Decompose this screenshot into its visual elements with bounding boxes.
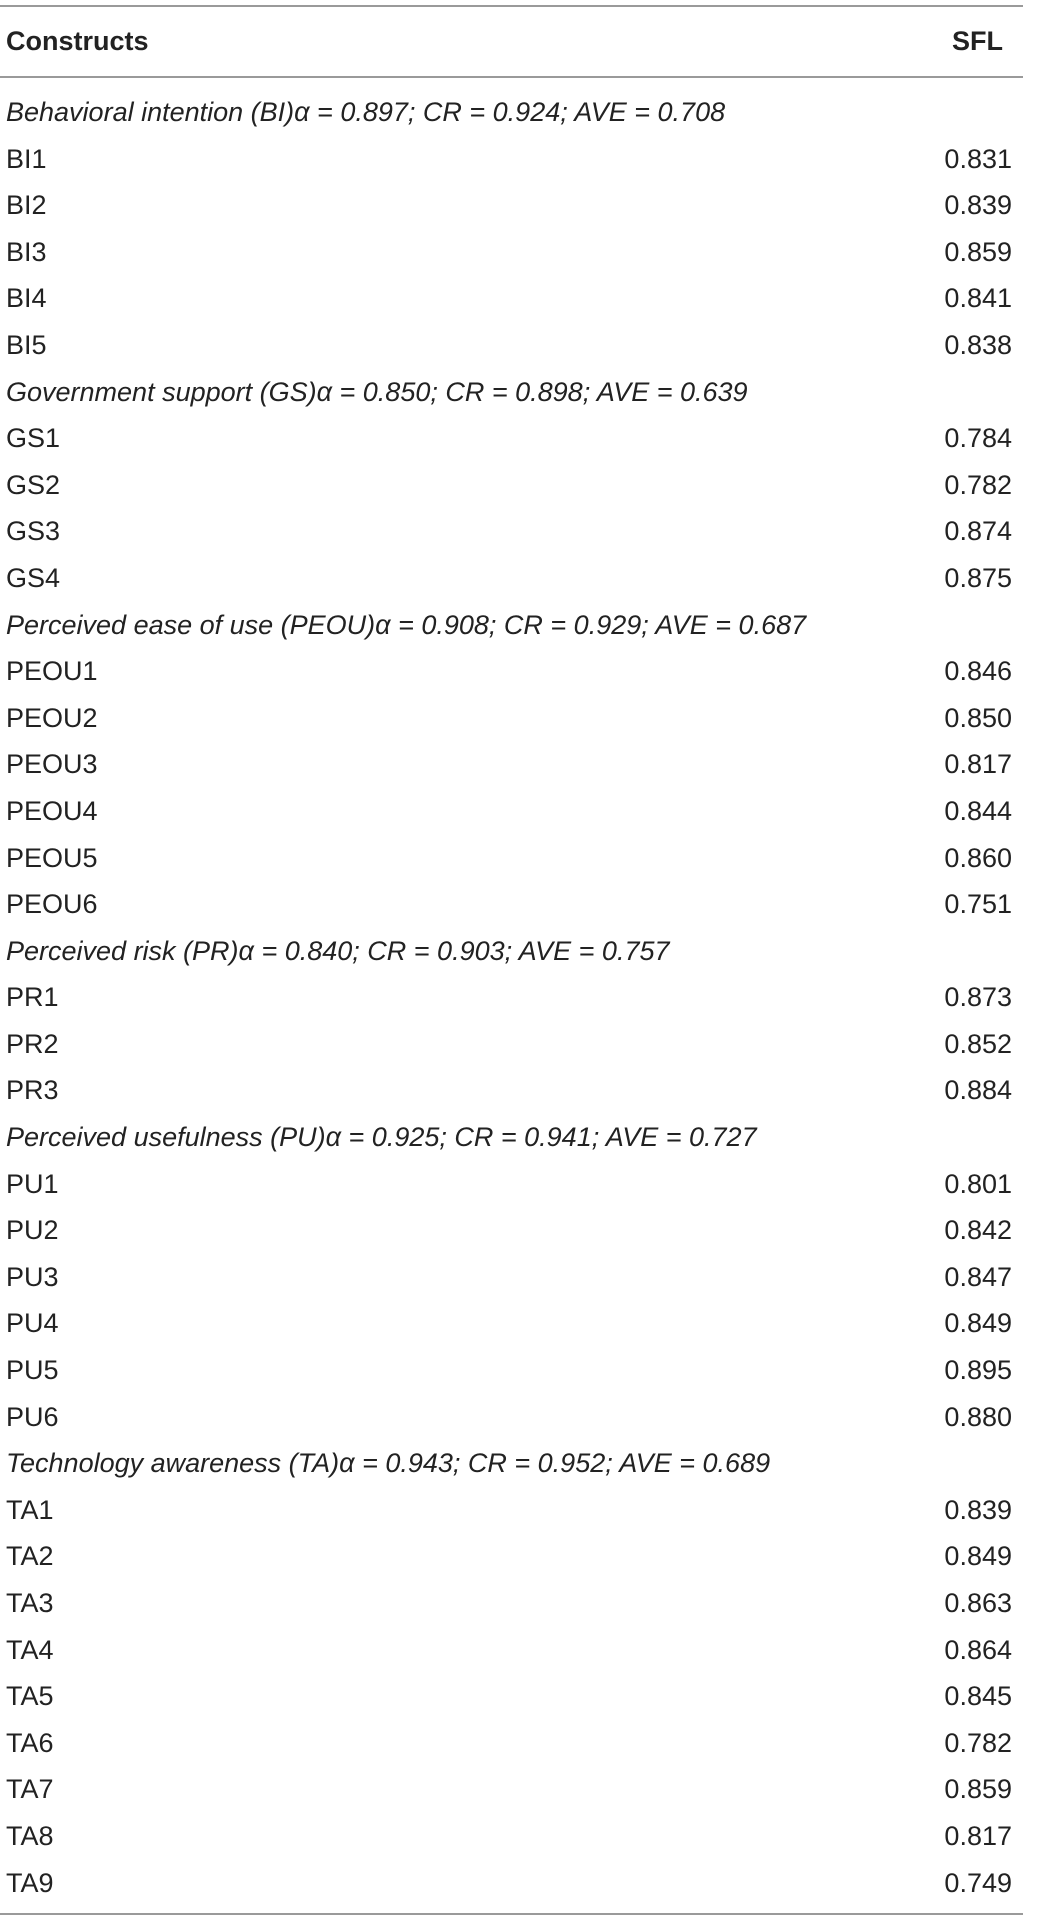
group-title: Perceived ease of use (PEOU)α = 0.908; CR = 0.929; AVE = 0.687 xyxy=(6,609,807,640)
item-label: PEOU5 xyxy=(6,842,98,873)
item-sfl-value: 0.831 xyxy=(944,143,1012,174)
table-row xyxy=(0,1860,1023,1907)
table-row xyxy=(0,1533,1023,1580)
table-row xyxy=(0,1813,1023,1860)
item-sfl-value: 0.751 xyxy=(944,889,1012,920)
table-row xyxy=(0,415,1023,462)
table-row xyxy=(0,788,1023,835)
item-label: GS2 xyxy=(6,469,61,500)
item-label: TA5 xyxy=(6,1681,54,1712)
item-sfl-value: 0.845 xyxy=(944,1681,1012,1712)
header-sfl: SFL xyxy=(952,26,1003,56)
item-label: GS4 xyxy=(6,562,61,593)
item-label: PU1 xyxy=(6,1168,59,1199)
header-constructs: Constructs xyxy=(6,26,149,56)
table-row xyxy=(0,1021,1023,1068)
item-label: PEOU1 xyxy=(6,656,98,687)
item-sfl-value: 0.844 xyxy=(944,795,1012,826)
table-row xyxy=(0,1161,1023,1208)
item-label: PU6 xyxy=(6,1401,59,1432)
table-row xyxy=(0,1067,1023,1114)
item-label: BI5 xyxy=(6,329,47,360)
table-row xyxy=(0,1207,1023,1254)
table-row xyxy=(0,695,1023,742)
item-sfl-value: 0.784 xyxy=(944,423,1012,454)
item-label: PEOU3 xyxy=(6,749,98,780)
table-row xyxy=(0,1627,1023,1674)
item-label: PEOU6 xyxy=(6,889,98,920)
table-bottom-rule xyxy=(0,1913,1023,1915)
item-sfl-value: 0.859 xyxy=(944,236,1012,267)
item-label: PU2 xyxy=(6,1215,59,1246)
item-sfl-value: 0.895 xyxy=(944,1355,1012,1386)
item-sfl-value: 0.749 xyxy=(944,1867,1012,1898)
item-sfl-value: 0.838 xyxy=(944,329,1012,360)
item-sfl-value: 0.846 xyxy=(944,656,1012,687)
item-sfl-value: 0.875 xyxy=(944,562,1012,593)
table-row xyxy=(0,1673,1023,1720)
table-row xyxy=(0,835,1023,882)
group-header-row xyxy=(0,928,1023,975)
table-row xyxy=(0,881,1023,928)
item-sfl-value: 0.859 xyxy=(944,1774,1012,1805)
table-body xyxy=(0,89,1023,1906)
item-sfl-value: 0.864 xyxy=(944,1634,1012,1665)
item-label: BI1 xyxy=(6,143,47,174)
item-label: PR1 xyxy=(6,982,59,1013)
table-row xyxy=(0,1487,1023,1534)
table-row xyxy=(0,1580,1023,1627)
item-label: TA6 xyxy=(6,1727,54,1758)
table-row xyxy=(0,1300,1023,1347)
table-row xyxy=(0,182,1023,229)
item-sfl-value: 0.849 xyxy=(944,1308,1012,1339)
group-title: Perceived usefulness (PU)α = 0.925; CR = 0.941; AVE = 0.727 xyxy=(6,1122,757,1153)
item-sfl-value: 0.860 xyxy=(944,842,1012,873)
table-row xyxy=(0,508,1023,555)
table-row xyxy=(0,741,1023,788)
item-sfl-value: 0.817 xyxy=(944,1820,1012,1851)
group-title: Perceived risk (PR)α = 0.840; CR = 0.903; AVE = 0.757 xyxy=(6,935,670,966)
group-header-row xyxy=(0,369,1023,416)
item-sfl-value: 0.849 xyxy=(944,1541,1012,1572)
table-header-rule xyxy=(0,76,1023,78)
table-row xyxy=(0,229,1023,276)
item-label: TA9 xyxy=(6,1867,54,1898)
table-header xyxy=(0,7,1023,76)
item-label: PU5 xyxy=(6,1355,59,1386)
item-sfl-value: 0.850 xyxy=(944,702,1012,733)
table-row xyxy=(0,555,1023,602)
item-label: PR3 xyxy=(6,1075,59,1106)
item-label: GS1 xyxy=(6,423,61,454)
item-sfl-value: 0.817 xyxy=(944,749,1012,780)
group-header-row xyxy=(0,602,1023,649)
item-label: BI3 xyxy=(6,236,47,267)
item-label: TA7 xyxy=(6,1774,54,1805)
item-sfl-value: 0.852 xyxy=(944,1028,1012,1059)
group-title: Behavioral intention (BI)α = 0.897; CR = 0.924; AVE = 0.708 xyxy=(6,97,726,127)
group-title: Government support (GS)α = 0.850; CR = 0.898; AVE = 0.639 xyxy=(6,376,748,407)
item-label: TA4 xyxy=(6,1634,54,1665)
item-label: TA8 xyxy=(6,1820,54,1851)
item-sfl-value: 0.863 xyxy=(944,1588,1012,1618)
item-sfl-value: 0.884 xyxy=(944,1075,1012,1106)
item-label: PU4 xyxy=(6,1308,59,1339)
table-row xyxy=(0,322,1023,369)
item-label: TA2 xyxy=(6,1541,54,1572)
table-row xyxy=(0,1254,1023,1301)
group-title: Technology awareness (TA)α = 0.943; CR = 0.952; AVE = 0.689 xyxy=(6,1448,771,1479)
item-sfl-value: 0.842 xyxy=(944,1215,1012,1246)
group-header-row xyxy=(0,1114,1023,1161)
table-row xyxy=(0,275,1023,322)
item-sfl-value: 0.841 xyxy=(944,283,1012,314)
group-header-row xyxy=(0,1440,1023,1487)
item-sfl-value: 0.839 xyxy=(944,190,1012,221)
table-row xyxy=(0,1394,1023,1441)
item-sfl-value: 0.801 xyxy=(944,1168,1012,1199)
item-label: GS3 xyxy=(6,516,61,547)
table-row xyxy=(0,648,1023,695)
item-label: PU3 xyxy=(6,1261,59,1292)
item-label: PEOU4 xyxy=(6,795,98,826)
item-label: TA1 xyxy=(6,1494,54,1525)
item-sfl-value: 0.847 xyxy=(944,1261,1012,1292)
table-row xyxy=(0,1720,1023,1767)
item-label: PEOU2 xyxy=(6,702,98,733)
table-row xyxy=(0,1347,1023,1394)
table-row xyxy=(0,1766,1023,1813)
item-sfl-value: 0.880 xyxy=(944,1401,1012,1432)
item-label: TA3 xyxy=(6,1588,54,1618)
item-label: PR2 xyxy=(6,1028,59,1059)
item-sfl-value: 0.874 xyxy=(944,516,1012,547)
table-row xyxy=(0,462,1023,509)
item-sfl-value: 0.782 xyxy=(944,1727,1012,1758)
table-row xyxy=(0,136,1023,183)
item-sfl-value: 0.873 xyxy=(944,982,1012,1013)
item-sfl-value: 0.782 xyxy=(944,469,1012,500)
group-header-row xyxy=(0,89,1023,136)
table-row xyxy=(0,974,1023,1021)
item-sfl-value: 0.839 xyxy=(944,1494,1012,1525)
item-label: BI4 xyxy=(6,283,47,314)
item-label: BI2 xyxy=(6,190,47,221)
